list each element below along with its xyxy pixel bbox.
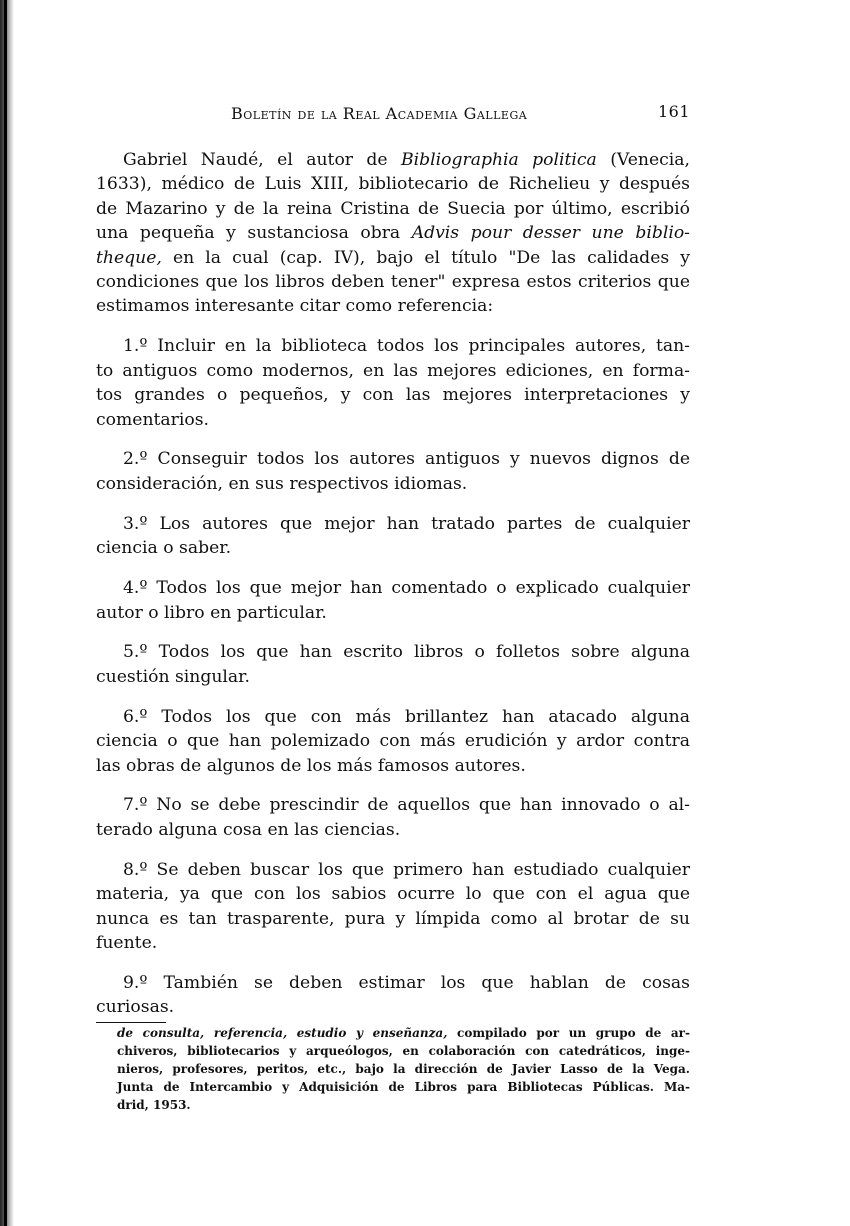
text-span: 2.º Conseguir todos los autores antiguos y nuevos dignos de xyxy=(123,449,690,470)
list-item xyxy=(96,576,690,625)
text-line xyxy=(96,294,690,318)
text-span: ciencia o que han polemizado con más erudición y ardor contra xyxy=(96,731,690,752)
text-line xyxy=(96,197,690,221)
text-line xyxy=(96,270,690,294)
text-line xyxy=(117,1060,690,1078)
italic-text: theque, xyxy=(96,247,162,268)
text-span: tos grandes o pequeños, y con las mejores interpretaciones y xyxy=(96,385,690,406)
text-span: una pequeña y sustanciosa obra xyxy=(96,223,412,244)
text-span: nunca es tan trasparente, pura y límpida como al brotar de su xyxy=(96,908,690,929)
italic-text: de consulta, referencia, estudio y enseñanza, xyxy=(117,1026,448,1040)
text-span: Junta de Intercambio y Adquisición de Libros para Bibliotecas Públicas. Ma- xyxy=(117,1080,690,1094)
text-span: las obras de algunos de los más famosos autores. xyxy=(96,755,526,776)
footnote xyxy=(117,1024,690,1114)
text-line xyxy=(96,882,690,906)
text-span: estimamos interesante citar como referencia: xyxy=(96,296,494,317)
text-line xyxy=(117,1078,690,1096)
text-line xyxy=(96,148,690,172)
text-span: materia, ya que con los sabios ocurre lo que con el agua que xyxy=(96,884,690,905)
text-span: fuente. xyxy=(96,932,158,953)
text-line xyxy=(96,172,690,196)
text-line xyxy=(96,246,690,270)
text-line xyxy=(96,754,690,778)
text-span: ciencia o saber. xyxy=(96,538,232,559)
list-item xyxy=(96,447,690,496)
text-span: 1.º Incluir en la biblioteca todos los principales autores, tan- xyxy=(123,336,690,357)
text-span: 5.º Todos los que han escrito libros o folletos sobre alguna xyxy=(123,642,690,663)
text-line xyxy=(96,858,690,882)
list-item xyxy=(96,640,690,689)
text-line xyxy=(117,1096,690,1114)
list-item xyxy=(96,858,690,956)
running-header xyxy=(96,100,690,126)
text-line xyxy=(96,536,690,560)
scan-edge-line xyxy=(4,0,7,1226)
list-item xyxy=(96,334,690,432)
text-line xyxy=(96,221,690,245)
text-line xyxy=(96,576,690,600)
text-line xyxy=(96,793,690,817)
text-span: de Mazarino y de la reina Cristina de Suecia por último, escribió xyxy=(96,198,690,219)
italic-text: Advis pour desser une biblio- xyxy=(411,223,690,244)
text-span: condiciones que los libros deben tener" expresa estos criterios que xyxy=(96,272,690,293)
text-line xyxy=(117,1042,690,1060)
text-line xyxy=(96,383,690,407)
list-item xyxy=(96,512,690,561)
scan-edge xyxy=(0,0,14,1226)
text-line xyxy=(96,512,690,536)
text-line xyxy=(96,995,690,1019)
text-line xyxy=(96,818,690,842)
text-span: 9.º También se deben estimar los que hablan de cosas xyxy=(123,972,690,993)
text-line xyxy=(96,408,690,432)
list-item xyxy=(96,793,690,842)
text-span: terado alguna cosa en las ciencias. xyxy=(96,819,401,840)
text-line xyxy=(96,729,690,753)
text-span: to antiguos como modernos, en las mejores ediciones, en forma- xyxy=(96,360,690,381)
text-span: compilado por un grupo de ar- xyxy=(447,1026,690,1040)
text-line xyxy=(96,447,690,471)
text-span: 1633), médico de Luis XIII, bibliotecario de Richelieu y después xyxy=(96,174,690,195)
text-span: autor o libro en particular. xyxy=(96,602,327,623)
text-line xyxy=(96,359,690,383)
text-line xyxy=(96,907,690,931)
intro-paragraph xyxy=(96,148,690,319)
text-line xyxy=(96,601,690,625)
text-span: 6.º Todos los que con más brillantez han atacado alguna xyxy=(123,706,690,727)
text-span: nieros, profesores, peritos, etc., bajo la dirección de Javier Lasso de la Vega. xyxy=(117,1062,690,1076)
text-span: curiosas. xyxy=(96,997,175,1018)
text-line xyxy=(96,334,690,358)
text-span: 4.º Todos los que mejor han comentado o explicado cualquier xyxy=(123,578,690,599)
text-line xyxy=(96,472,690,496)
text-span: consideración, en sus respectivos idiomas. xyxy=(96,473,468,494)
text-span: Gabriel Naudé, el autor de xyxy=(123,150,402,170)
text-line xyxy=(96,665,690,689)
text-line xyxy=(117,1024,690,1042)
footnote-rule xyxy=(96,1022,166,1023)
text-span: 3.º Los autores que mejor han tratado partes de cualquier xyxy=(123,513,690,534)
journal-title: Boletín de la Real Academia Gallega xyxy=(231,104,528,123)
text-span: drid, 1953. xyxy=(117,1098,191,1112)
text-span: (Venecia, xyxy=(596,150,690,170)
text-span: comentarios. xyxy=(96,409,210,430)
italic-text: Bibliographia politica xyxy=(401,150,597,170)
text-line xyxy=(96,931,690,955)
list-item xyxy=(96,705,690,778)
text-line xyxy=(96,640,690,664)
text-line xyxy=(96,705,690,729)
text-span: en la cual (cap. IV), bajo el título "De las calidades y xyxy=(161,247,690,268)
text-line xyxy=(96,971,690,995)
body-text xyxy=(96,148,690,1035)
page-number: 161 xyxy=(657,102,690,121)
text-span: cuestión singular. xyxy=(96,666,250,687)
text-span: chiveros, bibliotecarios y arqueólogos, en colaboración con catedráticos, inge- xyxy=(117,1044,690,1058)
list-item xyxy=(96,971,690,1020)
text-span: 8.º Se deben buscar los que primero han estudiado cualquier xyxy=(123,859,690,880)
text-span: 7.º No se debe prescindir de aquellos que han innovado o al- xyxy=(123,795,690,816)
